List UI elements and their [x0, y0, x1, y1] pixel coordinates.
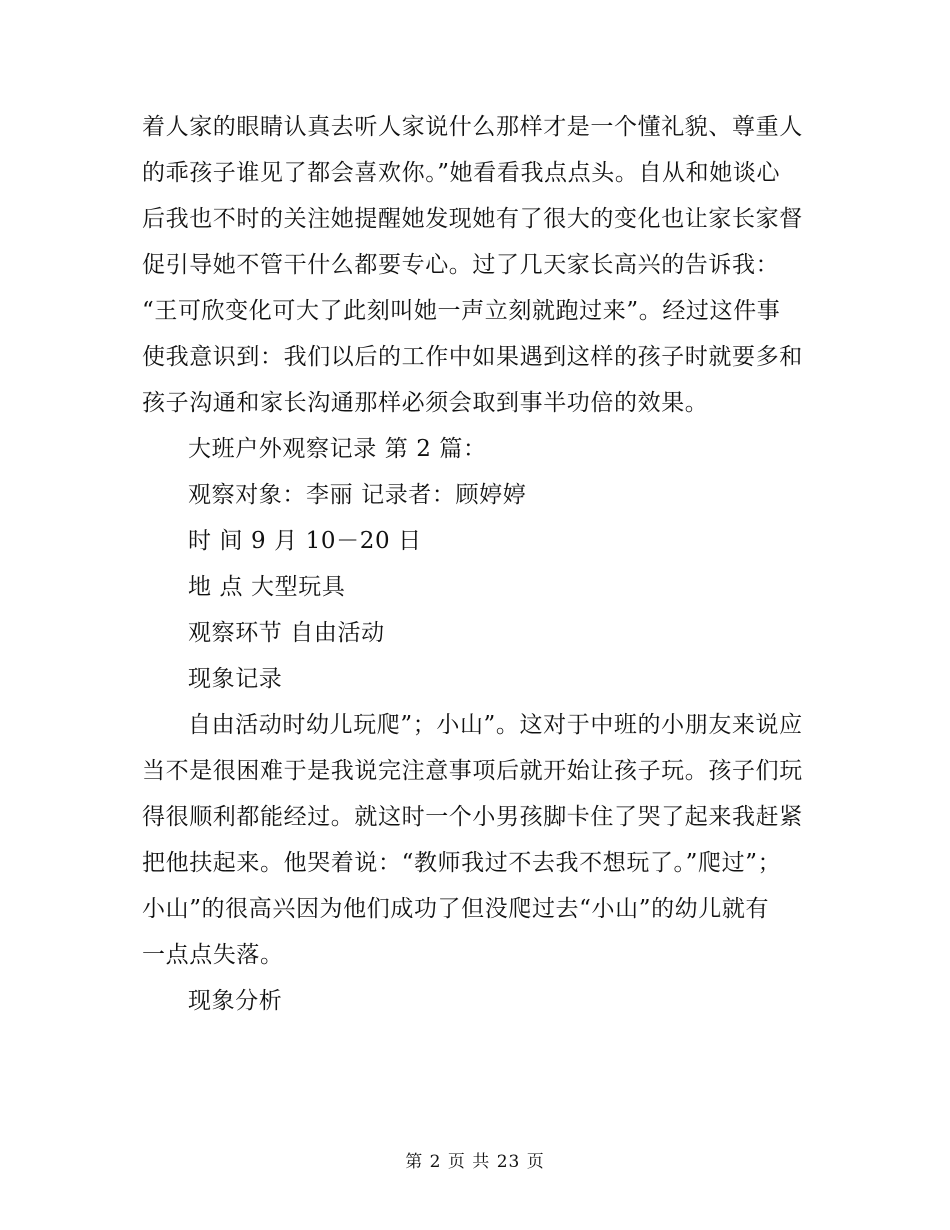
observation-subject: 观察对象：李丽 记录者：顾婷婷: [188, 482, 527, 508]
observation-time: 时 间 9 月 10－20 日: [188, 528, 422, 554]
body-line: 后我也不时的关注她提醒她发现她有了很大的变化也让家长家督: [142, 206, 803, 232]
body-line: 的乖孩子谁见了都会喜欢你。”她看看我点点头。自从和她谈心: [142, 160, 781, 186]
document-body: [142, 104, 808, 1024]
body-line: 孩子沟通和家长沟通那样必须会取到事半功倍的效果。: [142, 390, 709, 416]
body-line: 着人家的眼睛认真去听人家说什么那样才是一个懂礼貌、尊重人: [142, 114, 803, 140]
section-heading: 大班户外观察记录 第 2 篇：: [188, 436, 487, 462]
body-line: 促引导她不管干什么都要专心。过了几天家长高兴的告诉我：: [142, 252, 780, 278]
body-line: 当不是很困难于是我说完注意事项后就开始让孩子玩。孩子们玩: [142, 758, 803, 784]
analysis-heading: 现象分析: [188, 988, 283, 1014]
observation-location: 地 点 大型玩具: [188, 574, 346, 600]
record-heading: 现象记录: [188, 666, 283, 692]
body-line: 小山”的很高兴因为他们成功了但没爬过去“小山”的幼儿就有: [142, 896, 770, 922]
body-line: 自由活动时幼儿玩爬”；小山”。这对于中班的小朋友来说应: [188, 712, 803, 738]
observation-segment: 观察环节 自由活动: [188, 620, 385, 646]
body-line: “王可欣变化可大了此刻叫她一声立刻就跑过来”。经过这件事: [142, 298, 781, 324]
page-footer: [0, 1148, 950, 1176]
body-line: 得很顺利都能经过。就这时一个小男孩脚卡住了哭了起来我赶紧: [142, 804, 803, 830]
body-line: 把他扶起来。他哭着说：“教师我过不去我不想玩了。”爬过”；: [142, 850, 782, 876]
body-line: 使我意识到：我们以后的工作中如果遇到这样的孩子时就要多和: [142, 344, 803, 370]
body-line: 一点点失落。: [142, 942, 284, 968]
page-number: 第 2 页 共 23 页: [405, 1152, 545, 1172]
